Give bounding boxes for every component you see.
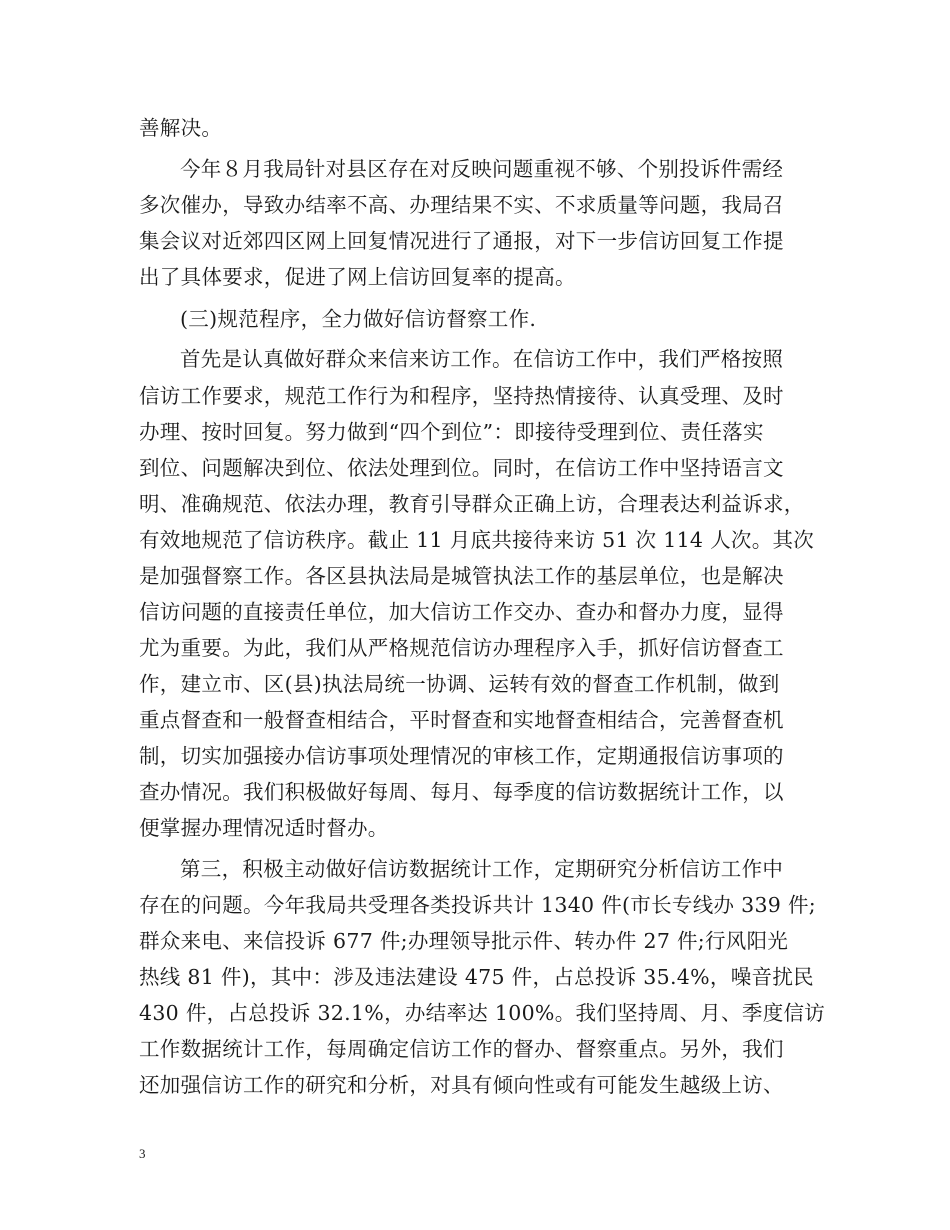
text-line: 出了具体要求，促进了网上信访回复率的提高。 xyxy=(139,265,576,289)
text-line: 作，建立市、区(县)执法局统一协调、运转有效的督查工作机制，做到 xyxy=(139,672,780,696)
text-line: 多次催办，导致办结率不高、办理结果不实、不求质量等问题，我局召 xyxy=(139,193,784,217)
text-line: 信访问题的直接责任单位，加大信访工作交办、查办和督办力度，显得 xyxy=(139,600,784,624)
page-number: 3 xyxy=(139,1146,146,1161)
text-line: 尤为重要。为此，我们从严格规范信访办理程序入手，抓好信访督查工 xyxy=(139,636,784,660)
text-line: 到位、问题解决到位、依法处理到位。同时，在信访工作中坚持语言文 xyxy=(139,456,784,480)
text-line: 存在的问题。今年我局共受理各类投诉共计 1340 件(市长专线办 339 件; xyxy=(139,893,816,917)
text-line: 集会议对近郊四区网上回复情况进行了通报，对下一步信访回复工作提 xyxy=(139,229,784,253)
text-line: 明、准确规范、依法办理，教育引导群众正确上访，合理表达利益诉求， xyxy=(139,492,805,516)
text-line: 便掌握办理情况适时督办。 xyxy=(139,816,389,840)
text-line: 制，切实加强接办信访事项处理情况的审核工作，定期通报信访事项的 xyxy=(139,744,784,768)
text-line: 重点督查和一般督查相结合，平时督查和实地督查相结合，完善督查机 xyxy=(139,708,784,732)
text-line: 工作数据统计工作，每周确定信访工作的督办、督察重点。另外，我们 xyxy=(139,1037,784,1061)
text-line: 办理、按时回复。努力做到“四个到位”：即接待受理到位、责任落实 xyxy=(139,420,764,444)
section-heading: (三)规范程序，全力做好信访督察工作. xyxy=(180,307,537,331)
text-line: 善解决。 xyxy=(139,116,223,140)
text-line: 今年８月我局针对县区存在对反映问题重视不够、个别投诉件需经 xyxy=(180,157,784,181)
text-line: 还加强信访工作的研究和分析，对具有倾向性或有可能发生越级上访、 xyxy=(139,1073,784,1097)
text-line: 群众来电、来信投诉 677 件;办理领导批示件、转办件 27 件;行风阳光 xyxy=(139,929,789,953)
text-line: 第三，积极主动做好信访数据统计工作，定期研究分析信访工作中 xyxy=(180,857,784,881)
text-line: 430 件，占总投诉 32.1%，办结率达 100%。我们坚持周、月、季度信访 xyxy=(139,1001,826,1025)
text-line: 是加强督察工作。各区县执法局是城管执法工作的基层单位，也是解决 xyxy=(139,564,784,588)
text-line: 查办情况。我们积极做好每周、每月、每季度的信访数据统计工作，以 xyxy=(139,780,784,804)
text-line: 有效地规范了信访秩序。截止 11 月底共接待来访 51 次 114 人次。其次 xyxy=(139,528,815,552)
text-line: 热线 81 件)，其中：涉及违法建设 475 件，占总投诉 35.4%，噪音扰民 xyxy=(139,965,814,989)
text-line: 首先是认真做好群众来信来访工作。在信访工作中，我们严格按照 xyxy=(180,347,784,371)
text-line: 信访工作要求，规范工作行为和程序，坚持热情接待、认真受理、及时 xyxy=(139,384,784,408)
